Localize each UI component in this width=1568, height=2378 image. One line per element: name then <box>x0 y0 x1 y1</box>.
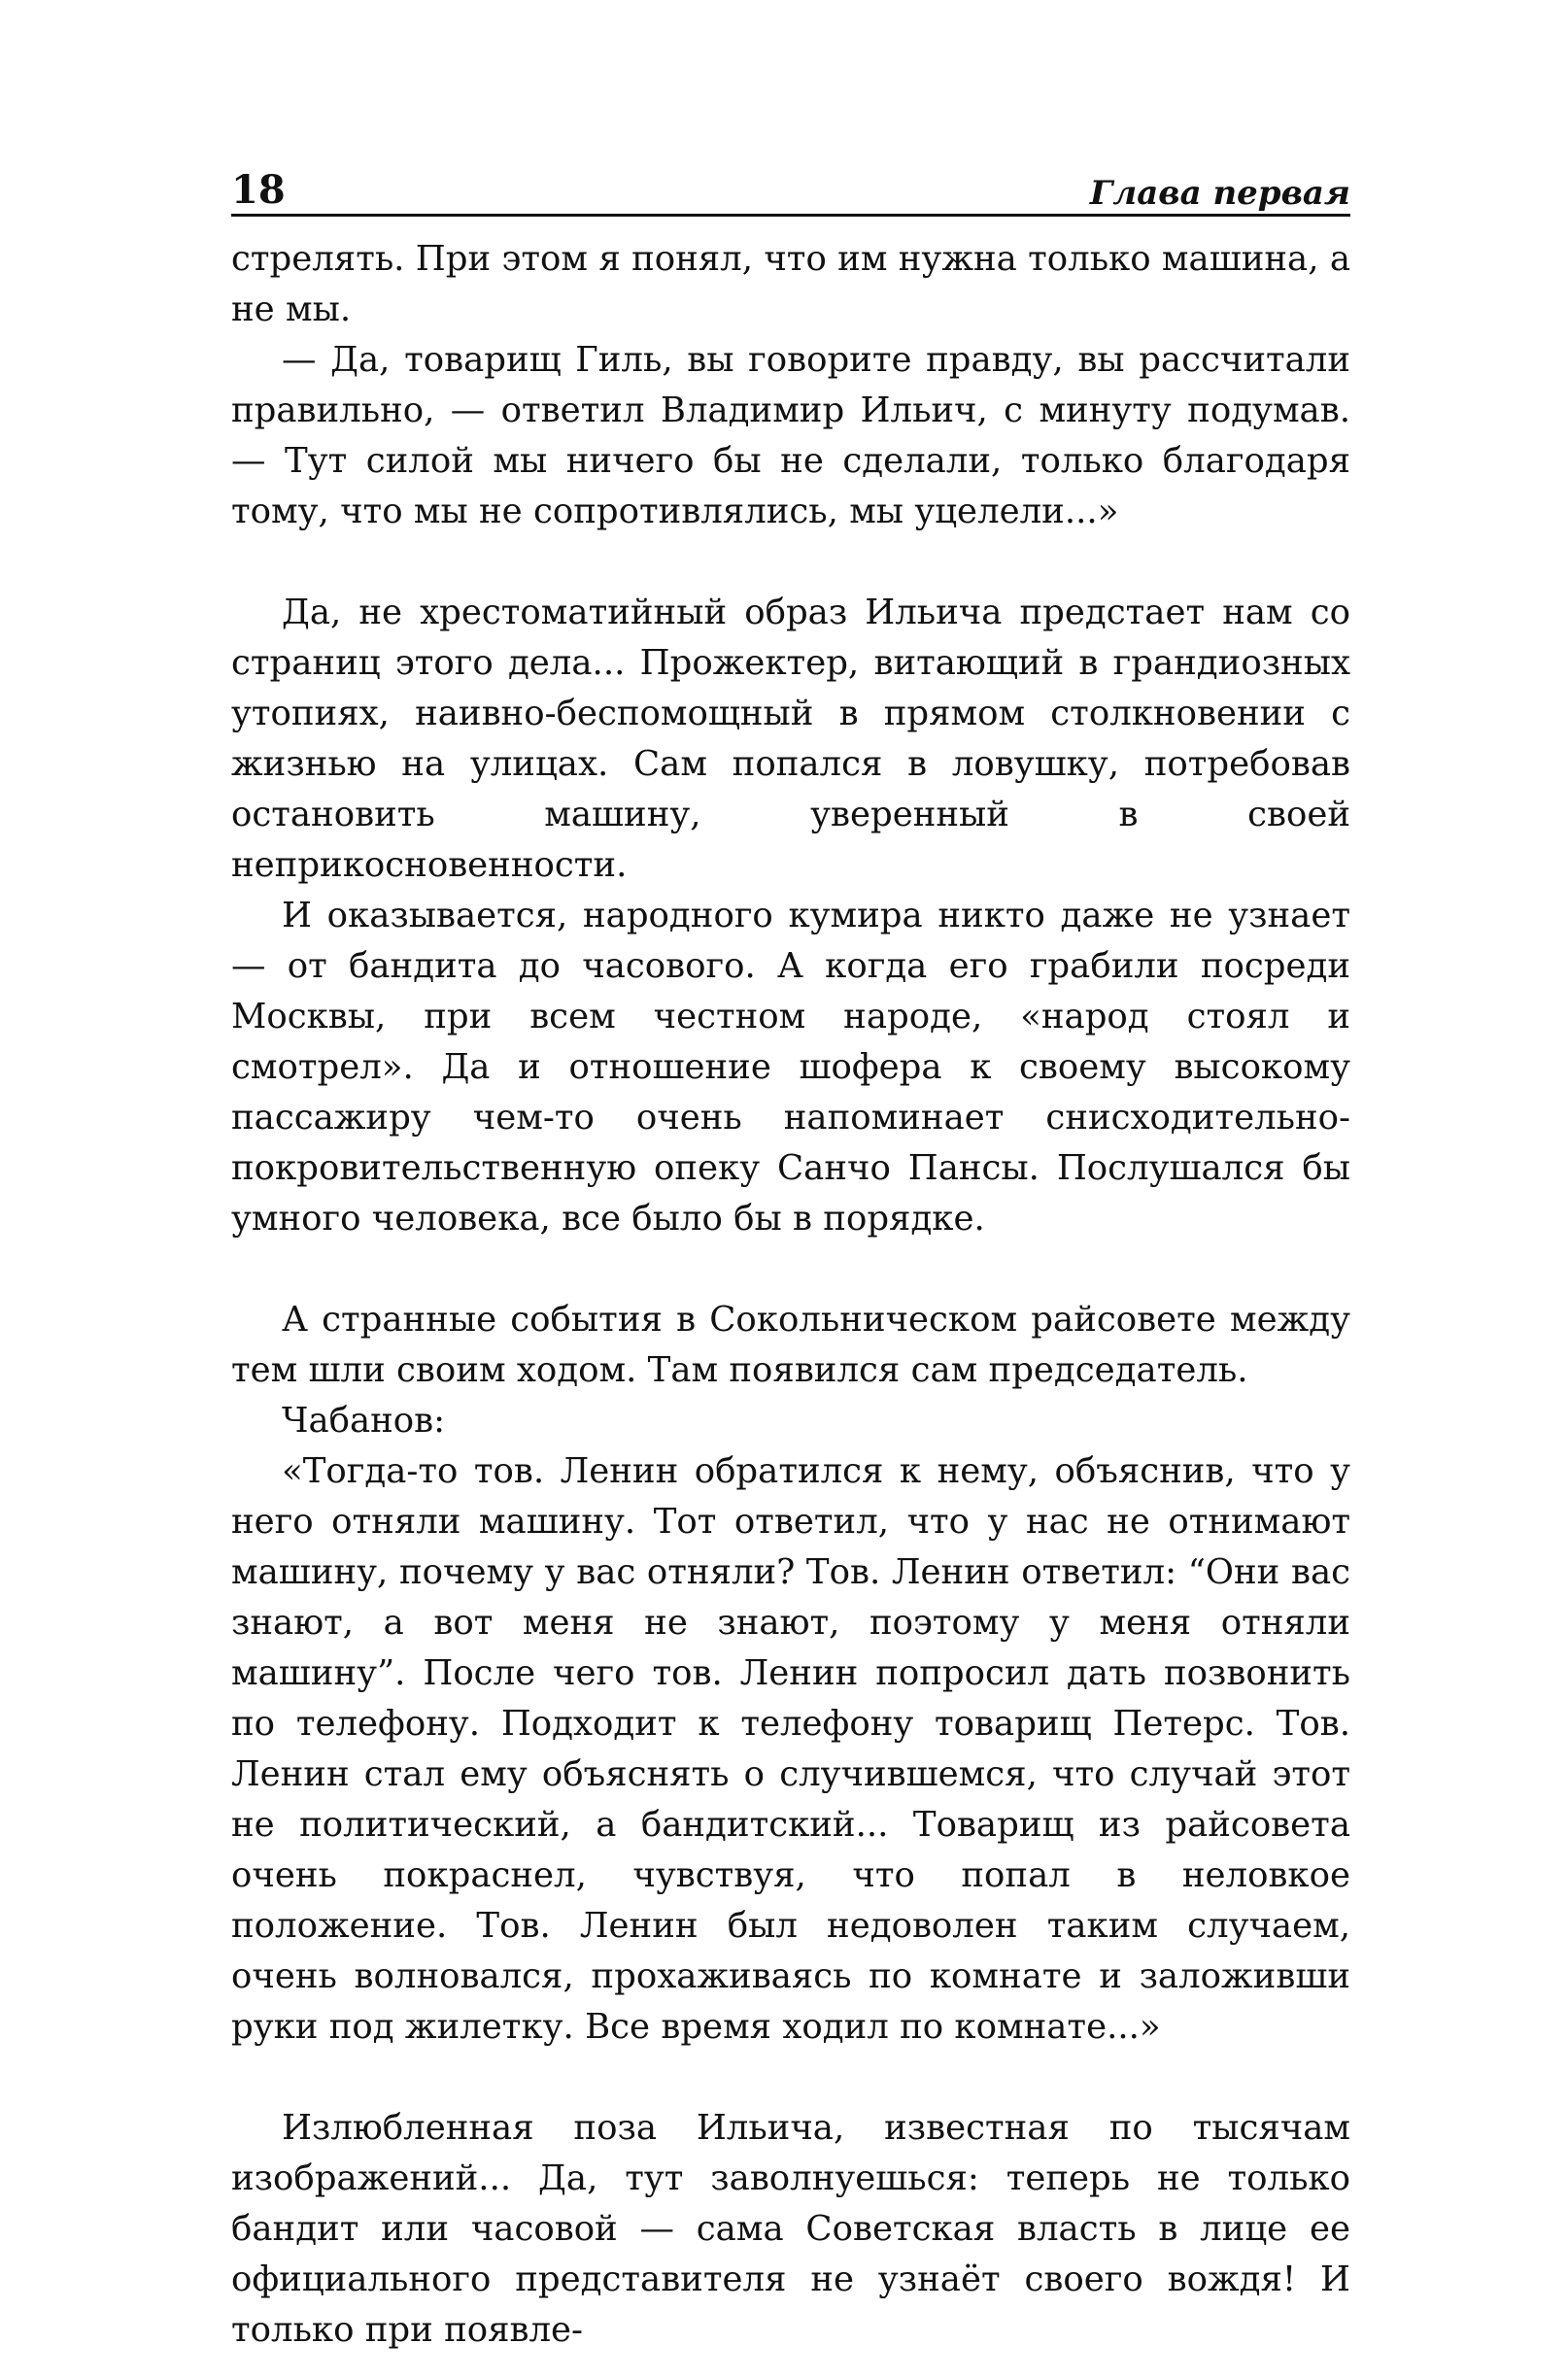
paragraph: А странные события в Сокольническом райсовете между тем шли своим ходом. Там появился сам председатель. <box>231 1300 1350 1390</box>
paragraph: стрелять. При этом я понял, что им нужна только машина, а не мы. <box>231 239 1350 329</box>
running-header <box>231 146 1350 217</box>
book-page <box>231 146 1350 2356</box>
chapter-title: Глава первая <box>1089 174 1350 213</box>
paragraph: Чабанов: <box>282 1401 446 1441</box>
paragraph: Излюбленная поза Ильича, известная по тысячам изображений... Да, тут заволнуешься: теперь не только бандит или часовой — сама Советская власть в лице ее официального представителя не узнаёт своего вождя! И только при появле- <box>231 2108 1350 2350</box>
paragraph: Да, не хрестоматийный образ Ильича предстает нам со страниц этого дела... Прожектер, витающий в грандиозных утопиях, наивно-беспомощный в прямом столкновении с жизнью на улицах. Сам попался в ловушку, потребовав остановить машину, уверенный в своей неприкосновенности. <box>231 593 1350 885</box>
paragraph: «Тогда-то тов. Ленин обратился к нему, объяснив, что у него отняли машину. Тот ответил, что у нас не отнимают машину, почему у вас отняли? Тов. Ленин ответил: “Они вас знают, а вот меня не знают, поэтому у меня отняли машину”. После чего тов. Ленин попросил дать позвонить по телефону. Подходит к телефону товарищ Петерс. Тов. Ленин стал ему объяснять о случившемся, что случай этот не политический, а бандитский... Товарищ из райсовета очень покраснел, чувствуя, что попал в неловкое положение. Тов. Ленин был недоволен таким случаем, очень волновался, прохаживаясь по комнате и заложивши руки под жилетку. Все время ходил по комнате...» <box>231 1451 1350 2047</box>
body-text <box>231 234 1350 2356</box>
paragraph: — Да, товарищ Гиль, вы говорите правду, вы рассчитали правильно, — ответил Владимир Ильич, с минуту подумав. — Тут силой мы ничего бы не сделали, только благодаря тому, что мы не сопротивлялись, мы уцелели...» <box>231 340 1350 531</box>
page-number: 18 <box>231 167 286 213</box>
paragraph: И оказывается, народного кумира никто даже не узнает — от бандита до часового. А когда его грабили посреди Москвы, при всем честном народе, «народ стоял и смотрел». Да и отношение шофера к своему высокому пассажиру чем-то очень напоминает снисходительно-покровительственную опеку Санчо Пансы. Послушался бы умного человека, все было бы в порядке. <box>231 896 1350 1239</box>
